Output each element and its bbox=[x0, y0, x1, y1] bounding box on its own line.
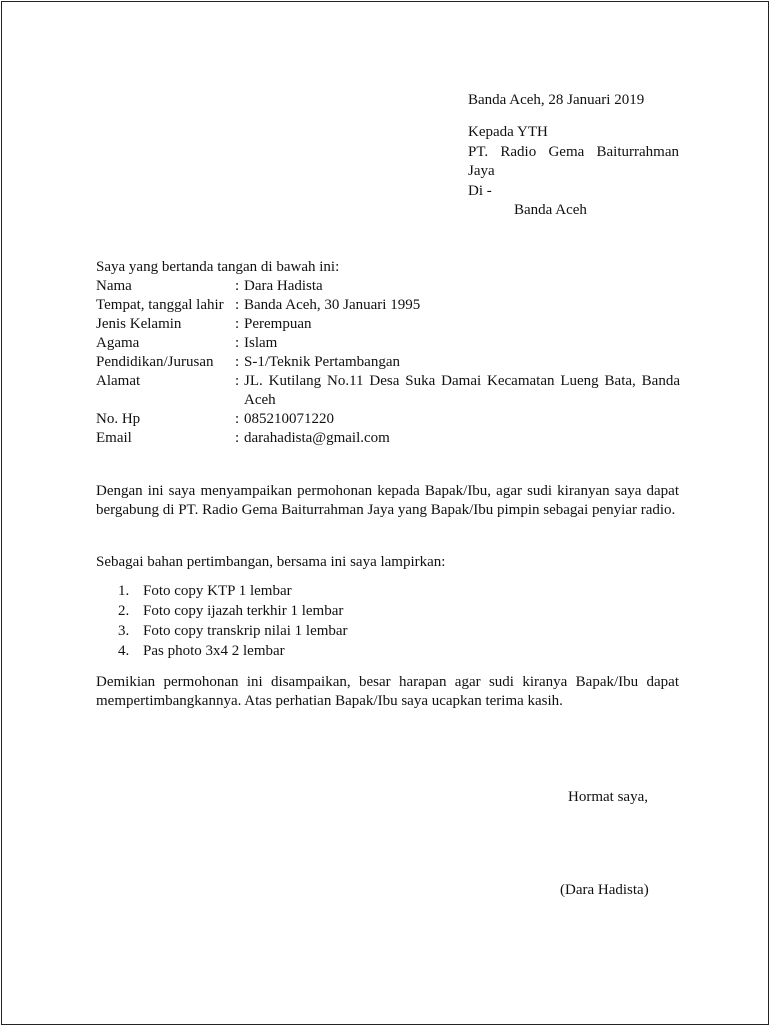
list-item bbox=[118, 642, 348, 662]
list-item bbox=[118, 622, 348, 642]
field-value: Islam bbox=[244, 335, 278, 351]
field-colon: : bbox=[235, 430, 240, 446]
field-colon: : bbox=[235, 373, 240, 389]
field-colon: : bbox=[235, 278, 240, 294]
recipient-city: Banda Aceh bbox=[514, 202, 587, 218]
field-value: Dara Hadista bbox=[244, 278, 323, 294]
field-label: Alamat bbox=[96, 373, 141, 389]
field-value: darahadista@gmail.com bbox=[244, 430, 390, 446]
field-row-agama bbox=[96, 334, 680, 353]
field-label: Jenis Kelamin bbox=[96, 316, 182, 332]
field-row-email bbox=[96, 429, 680, 448]
field-colon: : bbox=[235, 411, 240, 427]
field-value: Banda Aceh, 30 Januari 1995 bbox=[244, 297, 421, 313]
list-number: 3. bbox=[118, 623, 130, 639]
field-value: S-1/Teknik Pertambangan bbox=[244, 354, 400, 370]
recipient-di: Di - bbox=[468, 182, 492, 199]
list-number: 1. bbox=[118, 583, 130, 599]
recipient-company-line2: Jaya bbox=[468, 163, 495, 179]
attachments-list bbox=[118, 582, 348, 662]
list-number: 2. bbox=[118, 603, 130, 619]
field-row-jenis-kelamin bbox=[96, 315, 680, 334]
letter-page bbox=[1, 1, 769, 1025]
place-date: Banda Aceh, 28 Januari 2019 bbox=[468, 92, 645, 108]
field-row-ttl bbox=[96, 296, 680, 315]
field-row-nama bbox=[96, 277, 680, 296]
body-paragraph: Dengan ini saya menyampaikan permohonan kepada Bapak/Ibu, agar sudi kiranyan saya dapat bergabung di PT. Radio Gema Baiturrahman Jaya yang Bapak/Ibu pimpin sebagai penyiar radio. bbox=[96, 483, 679, 518]
field-colon: : bbox=[235, 354, 240, 370]
field-value: 085210071220 bbox=[244, 411, 334, 427]
recipient-company-line1: PT. Radio Gema Baiturrahman bbox=[468, 143, 679, 160]
list-text: Pas photo 3x4 2 lembar bbox=[143, 643, 285, 659]
field-value: Perempuan bbox=[244, 316, 312, 332]
field-row-alamat bbox=[96, 372, 680, 410]
recipient-greeting: Kepada YTH bbox=[468, 124, 548, 140]
recipient-block bbox=[468, 123, 679, 221]
list-item bbox=[118, 582, 348, 602]
closing-paragraph: Demikian permohonan ini disampaikan, besar harapan agar sudi kiranya Bapak/Ibu dapat mempertimbangkannya. Atas perhatian Bapak/Ibu saya ucapkan terima kasih. bbox=[96, 674, 679, 709]
field-label: Nama bbox=[96, 278, 132, 294]
field-label: Email bbox=[96, 430, 132, 446]
field-label: Pendidikan/Jurusan bbox=[96, 354, 214, 370]
field-colon: : bbox=[235, 316, 240, 332]
attachments-intro: Sebagai bahan pertimbangan, bersama ini saya lampirkan: bbox=[96, 554, 446, 570]
field-row-pendidikan bbox=[96, 353, 680, 372]
intro-text: Saya yang bertanda tangan di bawah ini: bbox=[96, 259, 340, 275]
field-label: Agama bbox=[96, 335, 140, 351]
field-colon: : bbox=[235, 297, 240, 313]
identity-fields bbox=[96, 277, 680, 448]
field-label: No. Hp bbox=[96, 411, 141, 427]
list-text: Foto copy transkrip nilai 1 lembar bbox=[143, 623, 348, 639]
list-number: 4. bbox=[118, 643, 130, 659]
signature-name: (Dara Hadista) bbox=[560, 882, 649, 898]
field-colon: : bbox=[235, 335, 240, 351]
field-row-no-hp bbox=[96, 410, 680, 429]
field-value: JL. Kutilang No.11 Desa Suka Damai Kecamatan Lueng Bata, Banda Aceh bbox=[244, 373, 680, 408]
field-label: Tempat, tanggal lahir bbox=[96, 297, 224, 313]
list-text: Foto copy KTP 1 lembar bbox=[143, 583, 292, 599]
signoff: Hormat saya, bbox=[568, 789, 648, 805]
list-item bbox=[118, 602, 348, 622]
list-text: Foto copy ijazah terkhir 1 lembar bbox=[143, 603, 344, 619]
